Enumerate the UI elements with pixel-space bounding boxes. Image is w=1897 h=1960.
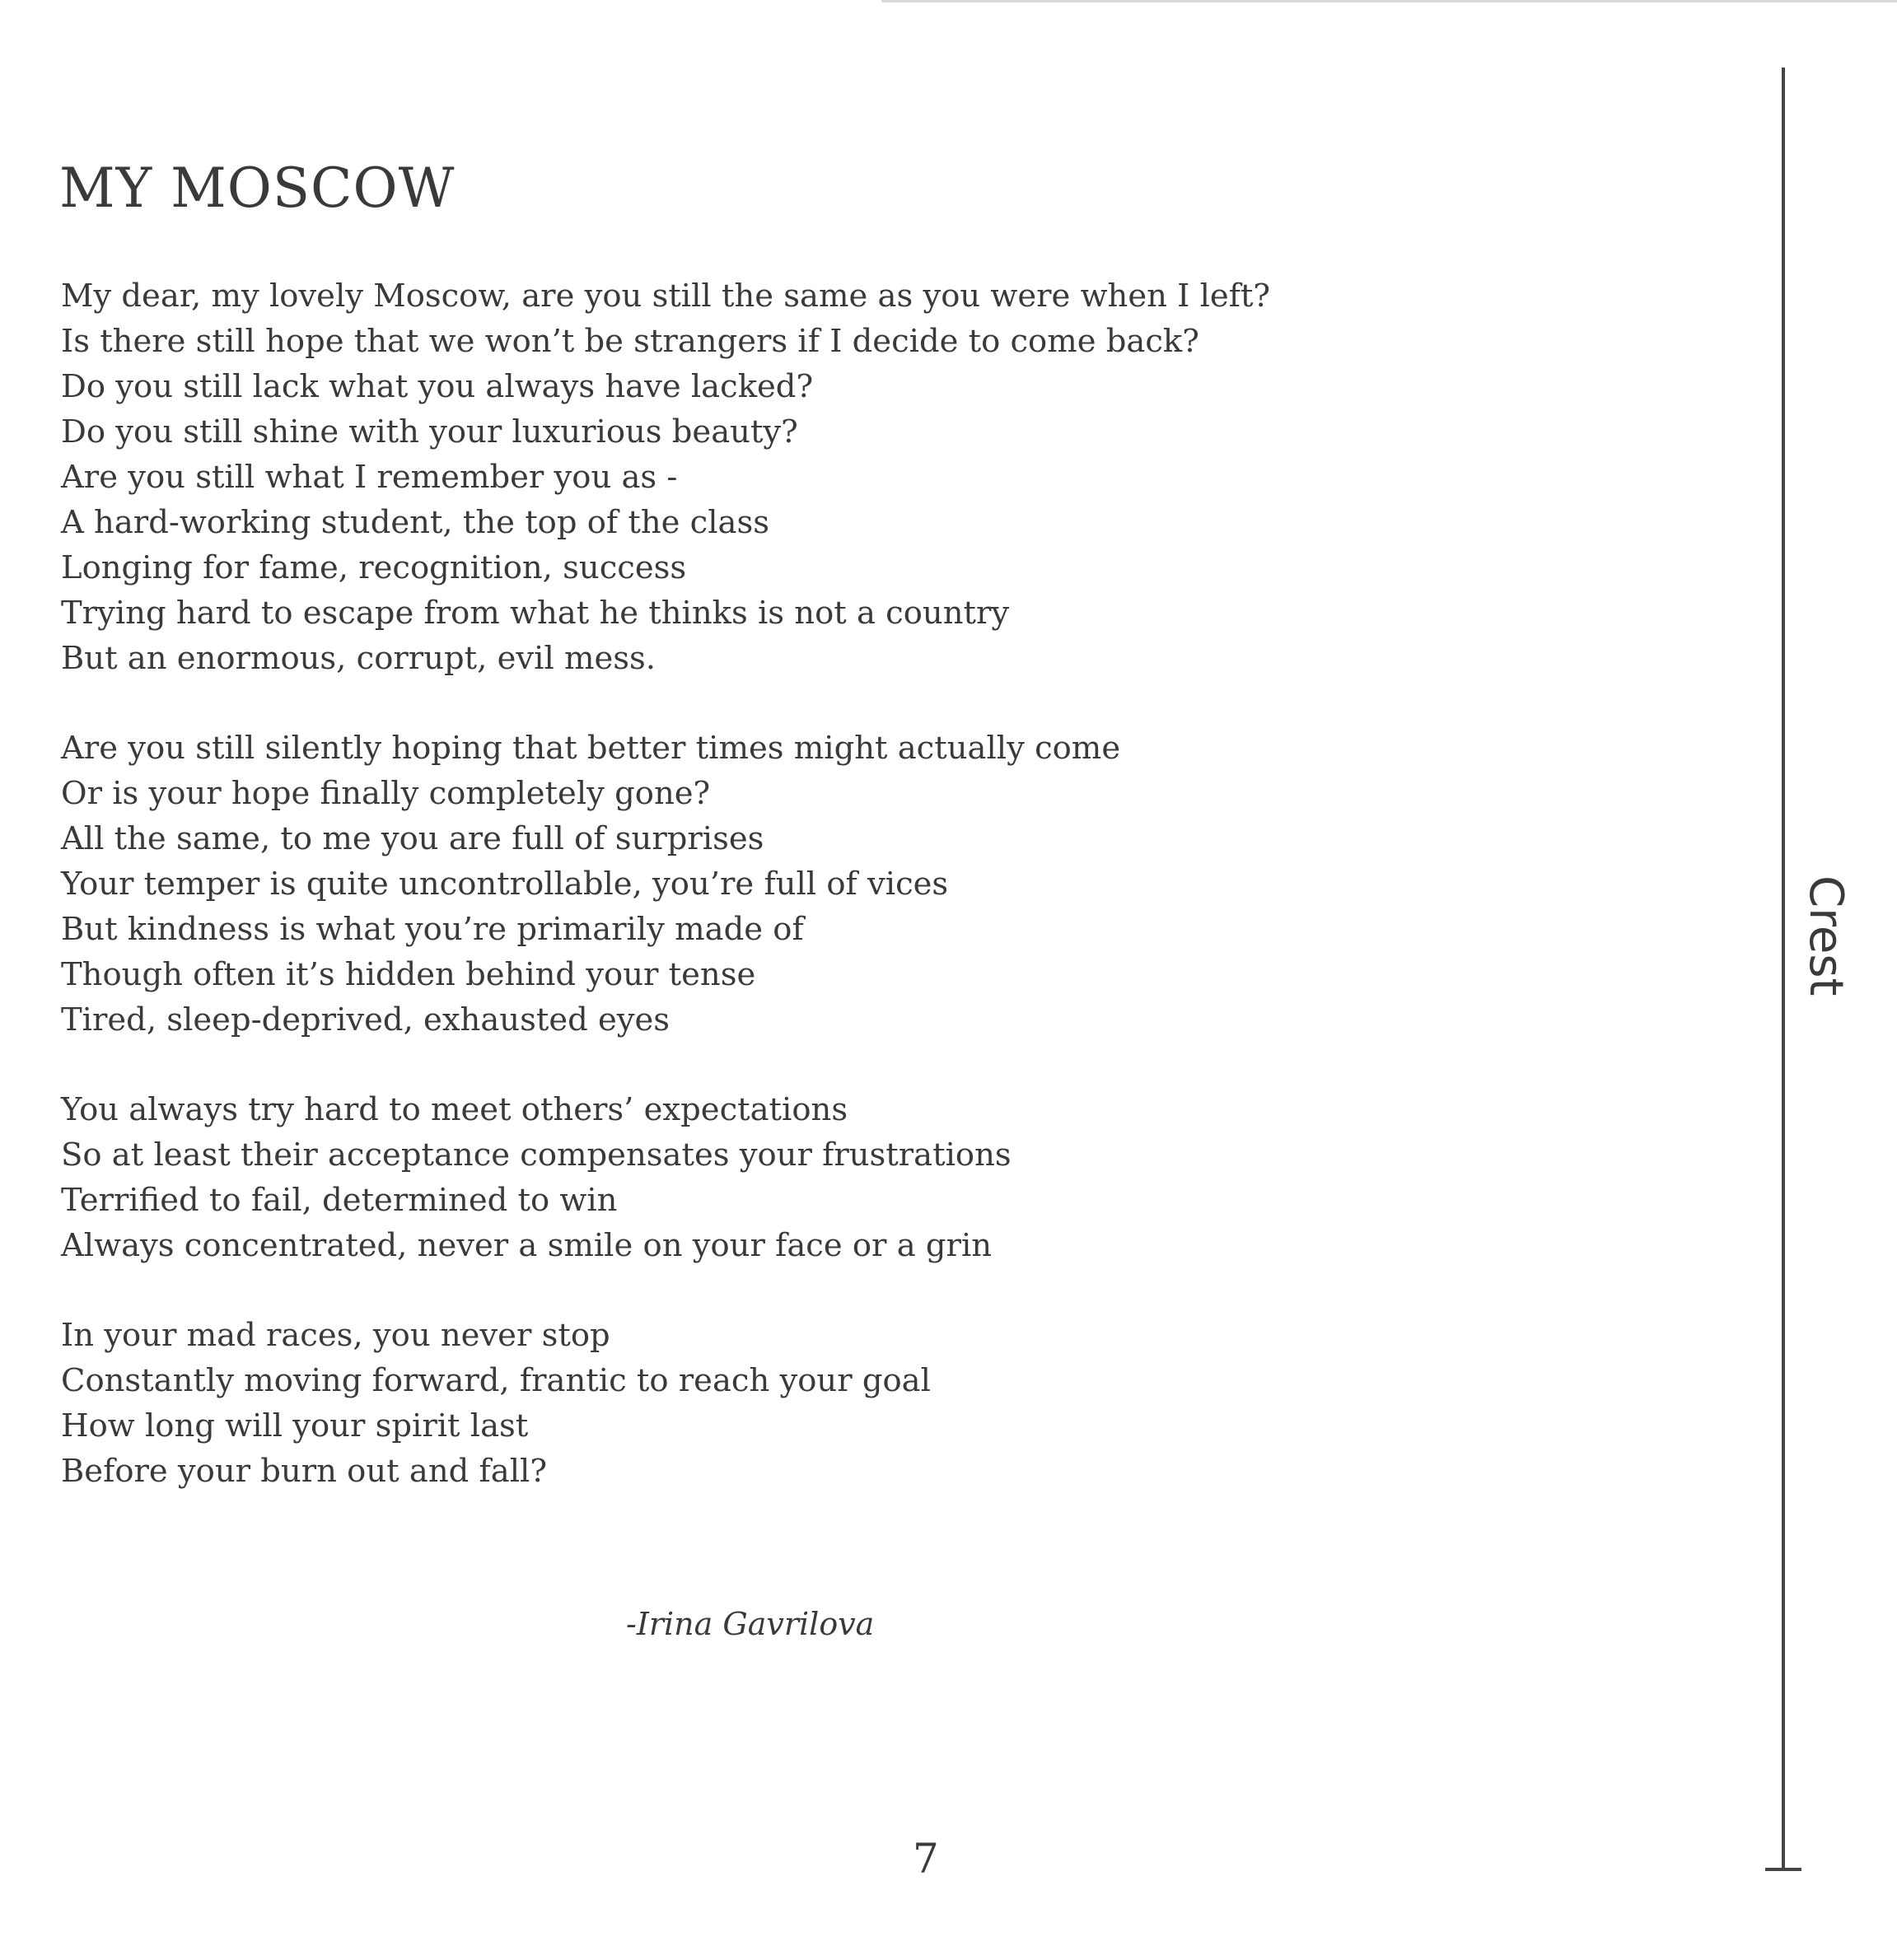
poem-line: Constantly moving forward, frantic to reach your goal <box>61 1362 931 1399</box>
author-signature: -Irina Gavrilova <box>626 1606 875 1642</box>
poem-title: MY MOSCOW <box>59 156 456 220</box>
poem-line: Though often it’s hidden behind your tense <box>61 956 756 993</box>
poem-line: Are you still what I remember you as - <box>61 459 678 496</box>
poem-line: Always concentrated, never a smile on your face or a grin <box>61 1227 993 1264</box>
poem-line: Is there still hope that we won’t be strangers if I decide to come back? <box>61 323 1199 360</box>
poem-line: Do you still lack what you always have lacked? <box>61 368 814 405</box>
poem-line: Or is your hope finally completely gone? <box>61 775 711 812</box>
poem-line: All the same, to me you are full of surprises <box>61 820 764 857</box>
poem-line: In your mad races, you never stop <box>61 1317 610 1354</box>
poem-line: You always try hard to meet others’ expectations <box>61 1091 848 1128</box>
margin-rule <box>1782 68 1785 1871</box>
poem-line: Your temper is quite uncontrollable, you’re full of vices <box>61 866 949 903</box>
poem-line: Do you still shine with your luxurious beauty? <box>61 413 798 450</box>
poem-body <box>61 273 1297 1538</box>
stanza-1 <box>61 273 1297 681</box>
stanza-3 <box>61 1087 1297 1268</box>
poem-line: Tired, sleep-deprived, exhausted eyes <box>61 1001 670 1038</box>
page-top-edge <box>881 0 1897 2</box>
poem-line: Longing for fame, recognition, success <box>61 549 687 586</box>
poem-line: Terrified to fail, determined to win <box>61 1182 618 1219</box>
poem-line: So at least their acceptance compensates your frustrations <box>61 1136 1012 1174</box>
poem-line: But kindness is what you’re primarily made of <box>61 911 804 948</box>
poem-line: My dear, my lovely Moscow, are you still the same as you were when I left? <box>61 278 1271 315</box>
poem-line: Before your burn out and fall? <box>61 1453 547 1490</box>
poem-line: Trying hard to escape from what he thinks is not a country <box>61 595 1010 632</box>
page-number: 7 <box>913 1835 939 1883</box>
stanza-4 <box>61 1313 1297 1494</box>
margin-rule-foot <box>1765 1868 1801 1871</box>
poem-line: How long will your spirit last <box>61 1407 529 1444</box>
poem-line: But an enormous, corrupt, evil mess. <box>61 640 656 677</box>
publication-side-label: Crest <box>1799 875 1853 996</box>
stanza-2 <box>61 726 1297 1043</box>
poem-line: Are you still silently hoping that better times might actually come <box>61 730 1121 767</box>
poem-line: A hard-working student, the top of the class <box>61 504 770 541</box>
